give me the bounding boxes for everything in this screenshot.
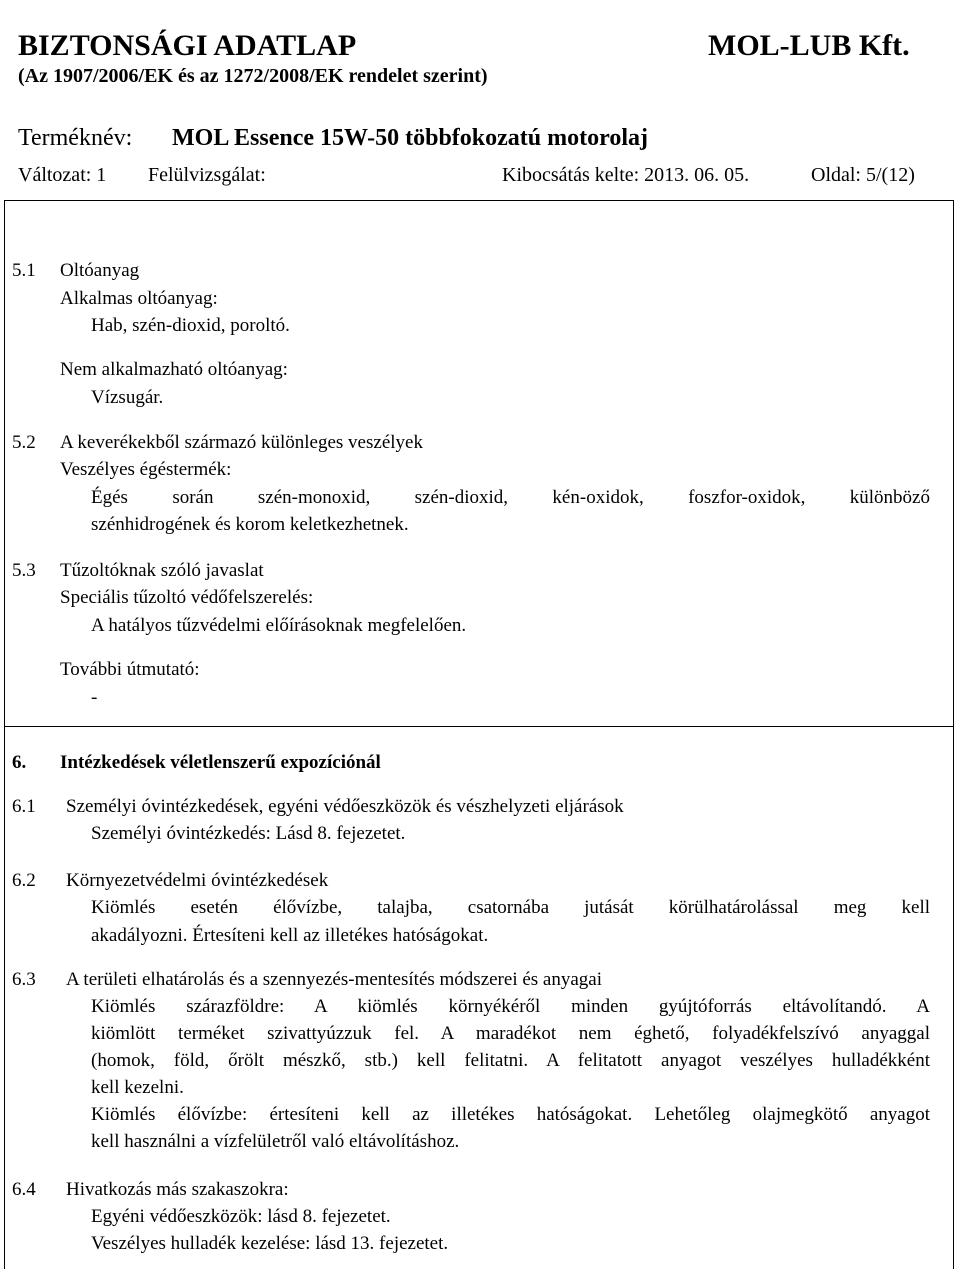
s64-line-1: Egyéni védőeszközök: lásd 8. fejezetet. (91, 1206, 391, 1227)
page-number: Oldal: 5/(12) (811, 164, 915, 186)
s6-title: Intézkedések véletlenszerű expozíciónál (60, 752, 381, 773)
s63-line-3: (homok, föld, őrölt mészkő, stb.) kell felitatni. A felitatott anyagot veszélyes hulladékként (91, 1050, 930, 1071)
s62-number: 6.2 (12, 870, 36, 891)
s64-number: 6.4 (12, 1179, 36, 1200)
s52-title: A keverékekből származó különleges veszélyek (60, 432, 423, 453)
hazard-label: Veszélyes égéstermék: (60, 459, 232, 480)
review-label: Felülvizsgálat: (148, 164, 266, 186)
unsuitable-label: Nem alkalmazható oltóanyag: (60, 359, 288, 380)
s63-line-5: Kiömlés élővízbe: értesíteni kell az illetékes hatóságokat. Lehetőleg olajmegkötő anyagot (91, 1104, 930, 1125)
section-divider (4, 726, 954, 727)
s52-number: 5.2 (12, 432, 36, 453)
further-label: További útmutató: (60, 659, 200, 680)
regulation-note: (Az 1907/2006/EK és az 1272/2008/EK rendelet szerint) (18, 65, 488, 87)
s6-number: 6. (12, 752, 27, 773)
s51-number: 5.1 (12, 260, 36, 281)
equip-value: A hatályos tűzvédelmi előírásoknak megfelelően. (91, 615, 467, 636)
s63-line-4: kell kezelni. (91, 1077, 184, 1098)
s62-line-2: akadályozni. Értesíteni kell az illetékes hatóságokat. (91, 925, 489, 946)
s63-number: 6.3 (12, 969, 36, 990)
s63-line-1: Kiömlés szárazföldre: A kiömlés környékéről minden gyújtóforrás eltávolítandó. A (91, 996, 930, 1017)
s53-title: Tűzoltóknak szóló javaslat (60, 560, 264, 581)
s64-title: Hivatkozás más szakaszokra: (66, 1179, 289, 1200)
unsuitable-value: Vízsugár. (91, 387, 164, 408)
s63-title: A területi elhatárolás és a szennyezés-mentesítés módszerei és anyagai (66, 969, 602, 990)
s61-title: Személyi óvintézkedések, egyéni védőeszközök és vészhelyzeti eljárások (66, 796, 624, 817)
s63-line-2: kiömlött terméket szivattyúzzuk fel. A maradékot nem éghető, folyadékfelszívó anyaggal (91, 1023, 930, 1044)
issue-date: Kibocsátás kelte: 2013. 06. 05. (502, 164, 750, 186)
equip-label: Speciális tűzoltó védőfelszerelés: (60, 587, 314, 608)
s62-line-1: Kiömlés esetén élővízbe, talajba, csatornába jutását körülhatárolással meg kell (91, 897, 930, 918)
suitable-value: Hab, szén-dioxid, poroltó. (91, 315, 290, 336)
s61-line-1: Személyi óvintézkedés: Lásd 8. fejezetet. (91, 823, 406, 844)
s53-number: 5.3 (12, 560, 36, 581)
product-name: MOL Essence 15W-50 többfokozatú motorolaj (172, 125, 648, 151)
product-label: Terméknév: (18, 125, 133, 151)
further-value: - (91, 687, 98, 708)
company-name: MOL-LUB Kft. (708, 29, 910, 62)
s62-title: Környezetvédelmi óvintézkedések (66, 870, 329, 891)
s64-line-2: Veszélyes hulladék kezelése: lásd 13. fejezetet. (91, 1233, 449, 1254)
s63-line-6: kell használni a vízfelületről való eltávolításhoz. (91, 1131, 460, 1152)
suitable-label: Alkalmas oltóanyag: (60, 288, 218, 309)
document-title: BIZTONSÁGI ADATLAP (18, 29, 357, 62)
s61-number: 6.1 (12, 796, 36, 817)
s51-title: Oltóanyag (60, 260, 140, 281)
version: Változat: 1 (18, 164, 107, 186)
hazard-line-2: szénhidrogének és korom keletkezhetnek. (91, 514, 409, 535)
hazard-line-1: Égés során szén-monoxid, szén-dioxid, kén-oxidok, foszfor-oxidok, különböző (91, 487, 930, 508)
